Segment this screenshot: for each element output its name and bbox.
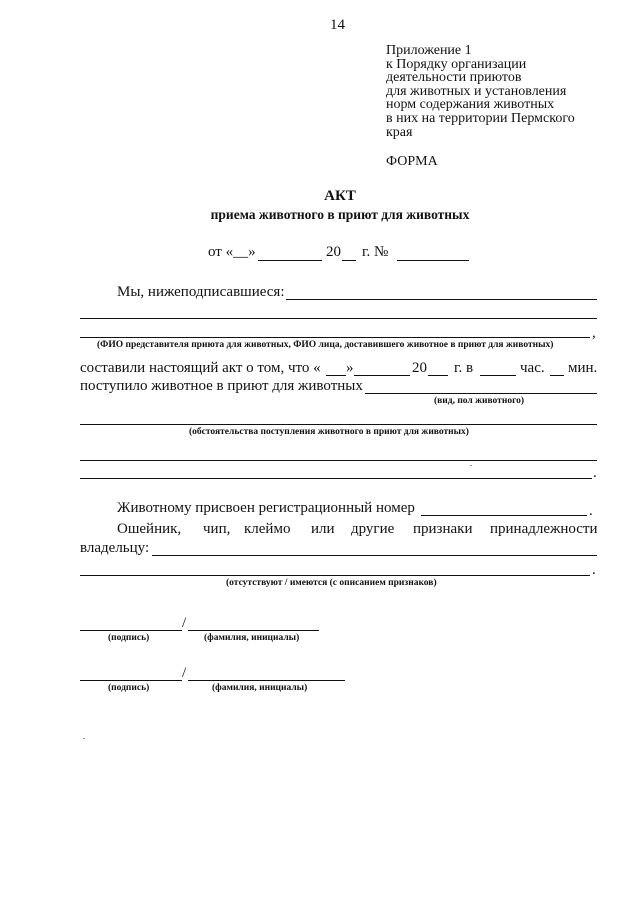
appendix-line: Приложение 1 bbox=[386, 43, 472, 58]
collar-word: или bbox=[311, 521, 335, 537]
reg-number-label: Животному присвоен регистрационный номер bbox=[117, 500, 415, 516]
signers-field-3[interactable] bbox=[80, 337, 590, 338]
collar-word: чип, bbox=[203, 521, 231, 537]
collar-word: другие bbox=[351, 521, 395, 537]
collar-word: Ошейник, bbox=[117, 521, 182, 537]
appendix-line: края bbox=[386, 124, 413, 140]
animal-type-field[interactable] bbox=[365, 393, 597, 394]
circumstances-field-2[interactable] bbox=[80, 460, 597, 461]
signature-slash: / bbox=[182, 615, 187, 631]
document-title: АКТ bbox=[324, 188, 356, 204]
appendix-line: к Порядку организации bbox=[386, 56, 527, 72]
compiled-year: 20 bbox=[412, 360, 427, 376]
period: . bbox=[592, 562, 596, 578]
appendix-line: деятельности приютов bbox=[386, 70, 522, 86]
compiled-minute-field[interactable] bbox=[550, 375, 564, 376]
document-subtitle: приема животного в приют для животных bbox=[210, 207, 470, 222]
caption-fio: (ФИО представителя приюта для животных, ФИО лица, доставившего животное в приют для животных) bbox=[97, 340, 554, 350]
date-ot: от «__» bbox=[208, 244, 256, 260]
forma-label: ФОРМА bbox=[386, 154, 438, 169]
compiled-min: мин. bbox=[568, 360, 598, 376]
appendix-line: для животных и установления bbox=[386, 83, 567, 99]
appendix-line: норм содержания животных bbox=[386, 97, 555, 113]
date-number-label: г. № bbox=[362, 244, 389, 260]
caption-name: (фамилия, инициалы) bbox=[212, 683, 308, 693]
owner-signs-field-2[interactable] bbox=[80, 575, 590, 576]
signature-field-2[interactable] bbox=[80, 680, 182, 681]
arrived-label: поступило животное в приют для животных bbox=[80, 378, 363, 394]
name-field-1[interactable] bbox=[188, 630, 319, 631]
signature-field-1[interactable] bbox=[80, 630, 182, 631]
compiled-text: составили настоящий акт о том, что « bbox=[80, 360, 321, 376]
caption-signs: (отсутствуют / имеются (с описанием признаков) bbox=[226, 578, 437, 588]
collar-word: признаки bbox=[413, 521, 473, 537]
period: . bbox=[589, 503, 593, 519]
appendix-line: в них на территории Пермского bbox=[386, 110, 575, 126]
comma: , bbox=[592, 325, 596, 341]
caption-circumstances: (обстоятельства поступления животного в приют для животных) bbox=[189, 427, 469, 437]
scan-speck bbox=[83, 738, 85, 739]
reg-number-field[interactable] bbox=[421, 515, 587, 516]
compiled-day-field[interactable] bbox=[326, 375, 346, 376]
signers-label: Мы, нижеподписавшиеся: bbox=[117, 284, 285, 300]
compiled-quote-close: » bbox=[346, 360, 354, 376]
collar-word: клеймо bbox=[244, 521, 291, 537]
signers-field-2[interactable] bbox=[80, 318, 597, 319]
compiled-year-field[interactable] bbox=[428, 375, 448, 376]
date-year-field[interactable] bbox=[342, 260, 356, 261]
name-field-2[interactable] bbox=[188, 680, 345, 681]
signers-field-1[interactable] bbox=[286, 299, 597, 300]
compiled-month-field[interactable] bbox=[354, 375, 410, 376]
owner-signs-field-1[interactable] bbox=[152, 555, 597, 556]
scan-speck bbox=[470, 465, 472, 466]
compiled-g-v: г. в bbox=[454, 360, 474, 376]
period: . bbox=[593, 465, 597, 481]
signature-slash: / bbox=[182, 665, 187, 681]
circumstances-field-3[interactable] bbox=[80, 478, 592, 479]
caption-signature: (подпись) bbox=[108, 633, 150, 643]
page-number: 14 bbox=[330, 17, 345, 33]
compiled-chas: час. bbox=[520, 360, 545, 376]
date-year-prefix: 20 bbox=[326, 244, 341, 260]
caption-signature: (подпись) bbox=[108, 683, 150, 693]
act-number-field[interactable] bbox=[397, 260, 469, 261]
caption-name: (фамилия, инициалы) bbox=[204, 633, 300, 643]
compiled-hour-field[interactable] bbox=[480, 375, 516, 376]
caption-animal: (вид, пол животного) bbox=[434, 396, 525, 406]
date-month-field[interactable] bbox=[258, 260, 322, 261]
collar-word: принадлежности bbox=[490, 521, 598, 537]
circumstances-field-1[interactable] bbox=[80, 424, 597, 425]
owner-label: владельцу: bbox=[80, 540, 150, 556]
appendix-block bbox=[386, 44, 606, 139]
